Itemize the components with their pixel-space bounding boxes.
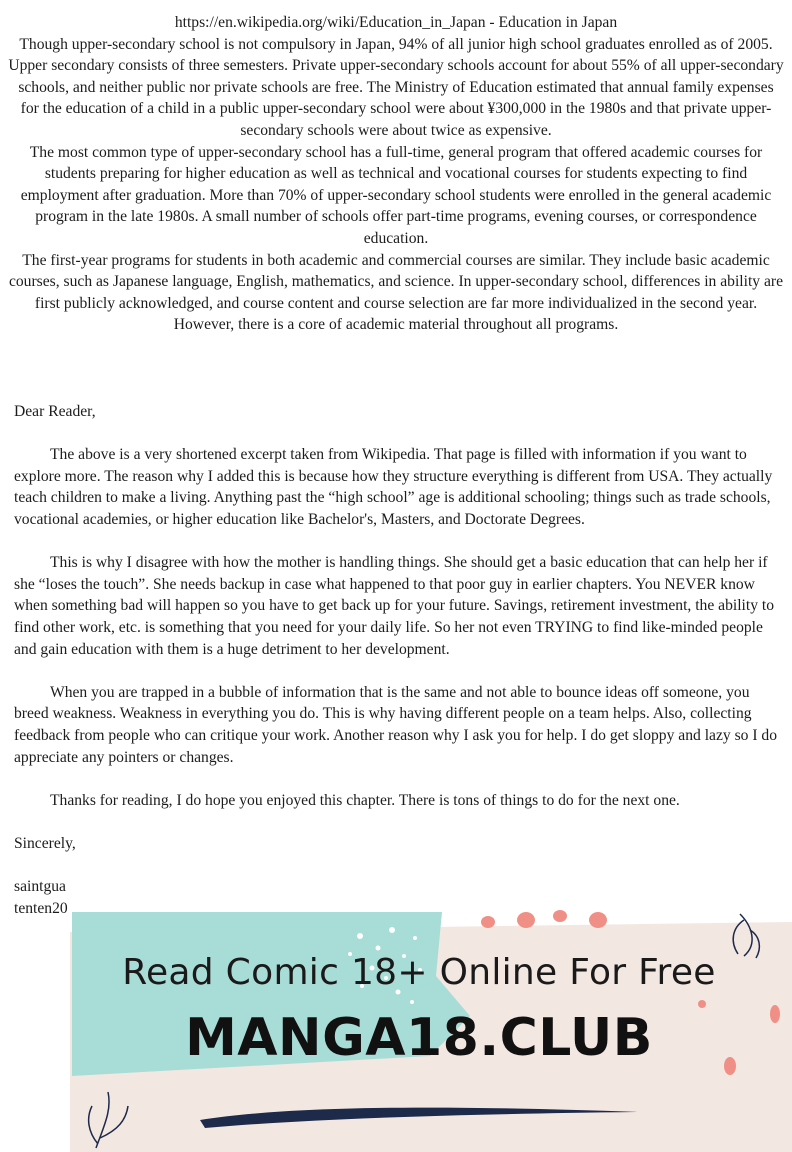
excerpt-paragraph-3: The first-year programs for students in both academic and commercial courses are similar. They include basic academic courses, such as Japanese language, English, mathematics, and science. In upper-secondary school, differences in ability are first publicly acknowledged, and course content and course selection are far more individualized in the second year. However, there is a core of academic material throughout all programs.: [8, 251, 784, 334]
source-line: https://en.wikipedia.org/wiki/Education_in_Japan - Education in Japan: [174, 14, 618, 31]
wikipedia-excerpt: [8, 12, 784, 336]
letter-paragraph-1: The above is a very shortened excerpt taken from Wikipedia. That page is filled with information if you want to explore more. The reason why I added this is because how they structure everything is different from USA. They actually teach children to make a living. Anything past the “high school” age is additional schooling; things such as trade schools, vocational academies, or higher education like Bachelor's, Masters, and Doctorate Degrees.: [14, 446, 773, 528]
signature-line-2: tenten20: [14, 899, 68, 917]
excerpt-paragraph-1: Though upper-secondary school is not compulsory in Japan, 94% of all junior high school graduates enrolled as of 2005. Upper secondary consists of three semesters. Private upper-secondary schools account for about 55% of all upper-secondary schools, and neither public nor private schools are free. The Ministry of Education estimated that annual family expenses for the education of a child in a public upper-secondary school were about ¥300,000 in the 1980s and that private upper-secondary schools were about twice as expensive.: [8, 35, 784, 139]
banner-tagline: Read Comic 18+ Online For Free: [122, 952, 716, 993]
letter-paragraph-2: This is why I disagree with how the mother is handling things. She should get a basic education that can help her if she “loses the touch”. She needs backup in case what happened to that poor guy in earlier chapters. You NEVER know when something bad will happen so you have to get back up for your future. Savings, retirement investment, the ability to find other work, etc. is something that you need for your daily life. So her not even TRYING to find like-minded people and gain education with them is a huge detriment to her development.: [14, 554, 775, 658]
banner-site-name[interactable]: MANGA18.CLUB: [185, 1008, 653, 1068]
closing: Sincerely,: [14, 834, 76, 852]
salutation: Dear Reader,: [14, 403, 96, 420]
letter-paragraph-4: Thanks for reading, I do hope you enjoyed this chapter. There is tons of things to do for the next one.: [50, 791, 680, 809]
signature-line-1: saintgua: [14, 878, 66, 896]
author-letter: [14, 401, 780, 919]
excerpt-paragraph-2: The most common type of upper-secondary school has a full-time, general program that offered academic courses for students preparing for higher education as well as technical and vocational courses for students expecting to find employment after graduation. More than 70% of upper-secondary school students were enrolled in the general academic program in the late 1980s. A small number of schools offer part-time programs, evening courses, or correspondence education.: [20, 143, 772, 247]
letter-paragraph-3: When you are trapped in a bubble of information that is the same and not able to bounce ideas off someone, you breed weakness. Weakness in everything you do. This is why having different people on a team helps. Also, collecting feedback from people who can critique your work. Another reason why I ask you for help. I do get sloppy and lazy so I do appreciate any pointers or changes.: [14, 683, 778, 766]
